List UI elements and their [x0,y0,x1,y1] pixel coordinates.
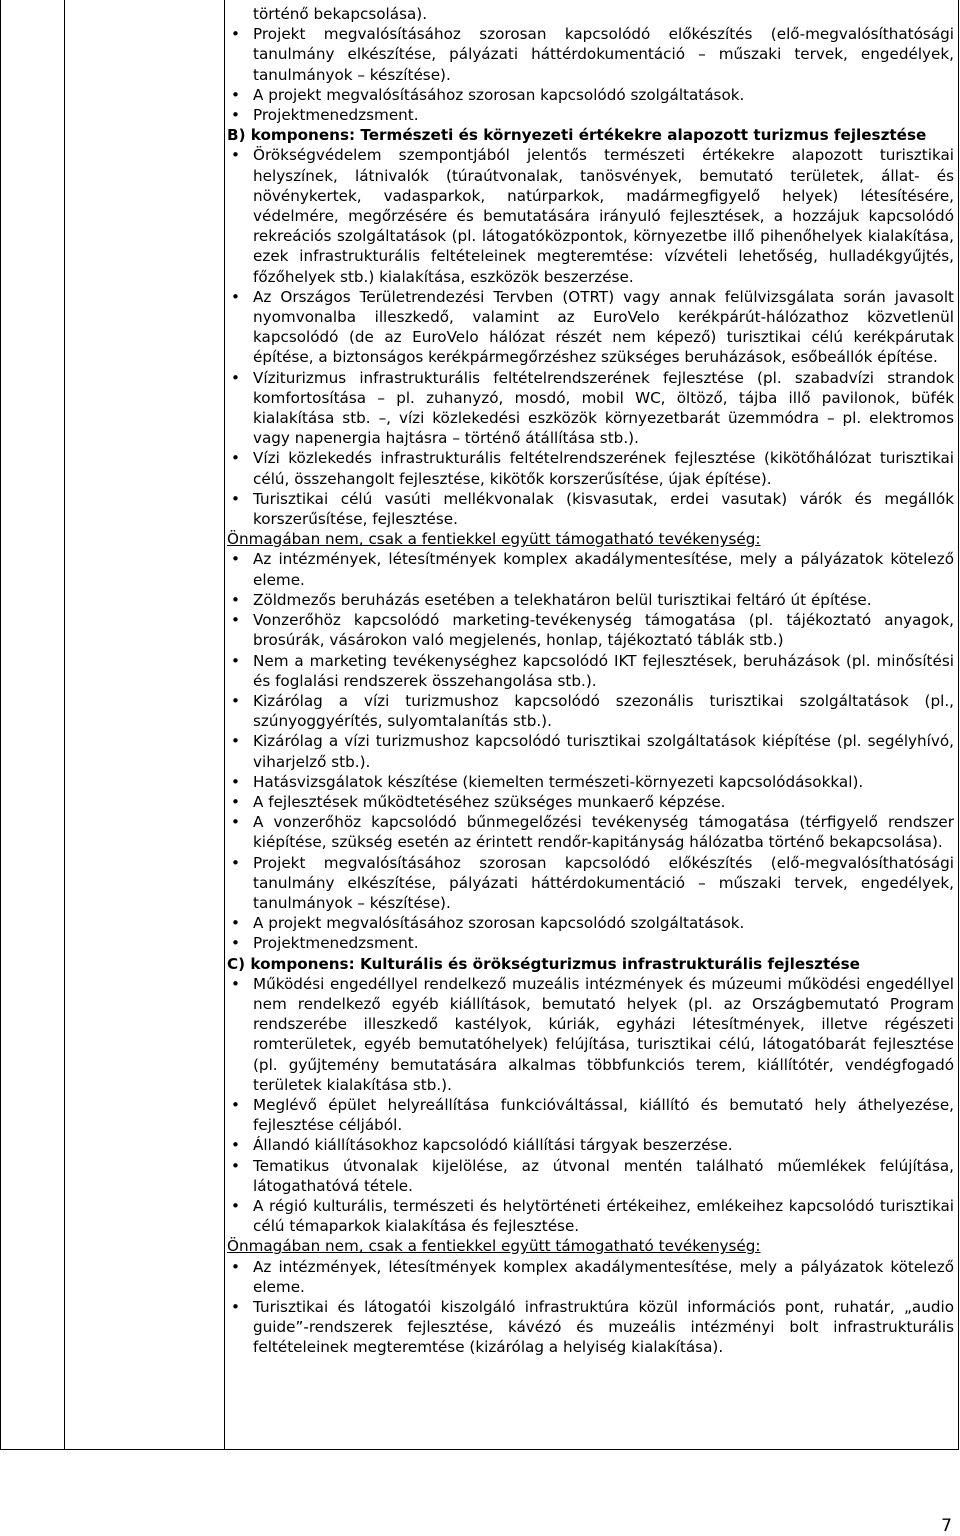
list-item: • Zöldmezős beruházás esetében a telekhatáron belül turisztikai feltáró út építése. [227,590,954,610]
section-c-supported-label: Önmagában nem, csak a fentiekkel együtt támogatható tevékenység: [227,1237,761,1256]
list-item: • A projekt megvalósításához szorosan kapcsolódó szolgáltatások. [227,85,954,105]
list-item: • Állandó kiállításokhoz kapcsolódó kiállítási tárgyak beszerzése. [227,1135,954,1155]
table-column-divider [64,0,65,1450]
section-c-supported-list [227,1257,954,1358]
list-item: • A vonzerőhöz kapcsolódó bűnmegelőzési tevékenység támogatása (térfigyelő rendszer kiépítése, szükség esetén az érintett rendőr-kapitányság hálózatba történő bekapcsolása). [227,812,954,852]
list-item: • Vízi közlekedés infrastrukturális feltételrendszerének fejlesztése (kikötőhálózat turisztikai célú, összehangolt fejlesztése, kikötők korszerűsítése, újak építése). [227,448,954,488]
list-item: • Meglévő épület helyreállítása funkcióváltással, kiállító és bemutató hely áthelyezése, fejlesztése céljából. [227,1095,954,1135]
list-item: • Nem a marketing tevékenységhez kapcsolódó IKT fejlesztések, beruházások (pl. minősítési és foglalási rendszerek összehangolása stb.). [227,651,954,691]
section-b-supported-list [227,549,954,953]
list-item: • Hatásvizsgálatok készítése (kiemelten természeti-környezeti kapcsolódásokkal). [227,772,954,792]
list-item: • Víziturizmus infrastrukturális feltételrendszerének fejlesztése (pl. szabadvízi strandok komfortosítása – pl. zuhanyzó, mosdó, mobil WC, öltöző, tájba illő pavilonok, büfék kialakítása stb. –, vízi közlekedési eszközök környezetbarát üzemmódra – pl. elektromos vagy napenergia hajtásra – történő átállítása stb.). [227,368,954,449]
list-item: • A fejlesztések működtetéséhez szükséges munkaerő képzése. [227,792,954,812]
list-item: • Kizárólag a vízi turizmushoz kapcsolódó turisztikai szolgáltatások kiépítése (pl. segélyhívó, viharjelző stb.). [227,731,954,771]
top-list [227,4,954,125]
list-item: • A projekt megvalósításához szorosan kapcsolódó szolgáltatások. [227,913,954,933]
list-item: • Kizárólag a vízi turizmushoz kapcsolódó szezonális turisztikai szolgáltatások (pl., szúnyoggyérítés, sulyomtalanítás stb.). [227,691,954,731]
list-item: • A régió kulturális, természeti és helytörténeti értékeihez, emlékeihez kapcsolódó turisztikai célú témaparkok kialakítása és fejlesztése. [227,1196,954,1236]
list-item: • Örökségvédelem szempontjából jelentős természeti értékekre alapozott turisztikai helyszínek, látnivalók (túraútvonalak, tanösvények, bemutató területek, állat- és növénykertek, vadasparkok, natúrparkok, madármegfigyelő helyek) létesítésére, védelmére, megőrzésére és bemutatására irányuló fejlesztések, a hozzájuk kapcsolódó rekreációs szolgáltatások (pl. látogatóközpontok, környezetbe illő pihenőhelyek kialakítása, ezek infrastrukturális feltételeinek megteremtése: vízvételi lehetőség, hulladékgyűjtés, főzőhelyek stb.) kialakítása, eszközök beszerzése. [227,145,954,286]
list-item: • Az intézmények, létesítmények komplex akadálymentesítése, mely a pályázatok kötelező eleme. [227,549,954,589]
list-item: • Projekt megvalósításához szorosan kapcsolódó előkészítés (elő-megvalósíthatósági tanulmány elkészítése, pályázati háttérdokumentáció – műszaki tervek, engedélyek, tanulmányok – készítése). [227,853,954,914]
section-b-supported-label: Önmagában nem, csak a fentiekkel együtt támogatható tevékenység: [227,530,761,549]
table-column-divider [224,0,225,1450]
list-item: történő bekapcsolása). [253,5,428,23]
list-item: • Az intézmények, létesítmények komplex akadálymentesítése, mely a pályázatok kötelező eleme. [227,1257,954,1297]
list-item: • Az Országos Területrendezési Tervben (OTRT) vagy annak felülvizsgálata során javasolt nyomvonalba illeszkedő, valamint az EuroVelo kerékpárút-hálózathoz közvetlenül kapcsolódó (de az EuroVelo hálózat részét nem képező) turisztikai célú kerékpárutak építése, a biztonságos kerékpármegőrzéshez szükséges beruházások, esőbeállók építése. [227,287,954,368]
list-item: • Projektmenedzsment. [227,933,954,953]
document-content [227,4,954,1358]
list-item: • Turisztikai célú vasúti mellékvonalak (kisvasutak, erdei vasutak) várók és megállók korszerűsítése, fejlesztése. [227,489,954,529]
section-b-heading: B) komponens: Természeti és környezeti értékekre alapozott turizmus fejlesztése [227,126,927,145]
list-item: • Működési engedéllyel rendelkező muzeális intézmények és múzeumi működési engedéllyel nem rendelkező egyéb kiállítások, bemutató helyek (pl. az Országbemutató Program rendszerébe illeszkedő kastélyok, kúriák, egyházi létesítmények, illetve régészeti romterületek, egyéb bemutatóhelyek) felújítása, turisztikai célú, látogatóbarát fejlesztése (pl. gyűjtemény bemutatására alkalmas többfunkciós terem, kiállítótér, vendégfogadó területek kialakítása stb.). [227,974,954,1095]
section-b-list [227,145,954,529]
section-c-list [227,974,954,1237]
list-item: • Projekt megvalósításához szorosan kapcsolódó előkészítés (elő-megvalósíthatósági tanulmány elkészítése, pályázati háttérdokumentáció – műszaki tervek, engedélyek, tanulmányok – készítése). [227,24,954,85]
list-item: • Vonzerőhöz kapcsolódó marketing-tevékenység támogatása (pl. tájékoztató anyagok, brosúrák, vásárokon való megjelenés, honlap, tájékoztató táblák stb.) [227,610,954,650]
list-item: • Turisztikai és látogatói kiszolgáló infrastruktúra közül információs pont, ruhatár, „audio guide”-rendszerek fejlesztése, kávézó és muzeális intézményi bolt infrastrukturális feltételeinek megteremtése (kizárólag a helyiség kialakítása). [227,1297,954,1358]
section-c-heading: C) komponens: Kulturális és örökségturizmus infrastrukturális fejlesztése [227,954,860,973]
page-number: 7 [941,1516,952,1536]
list-item: • Projektmenedzsment. [227,105,954,125]
list-item: • Tematikus útvonalak kijelölése, az útvonal mentén található műemlékek felújítása, látogathatóvá tétele. [227,1156,954,1196]
